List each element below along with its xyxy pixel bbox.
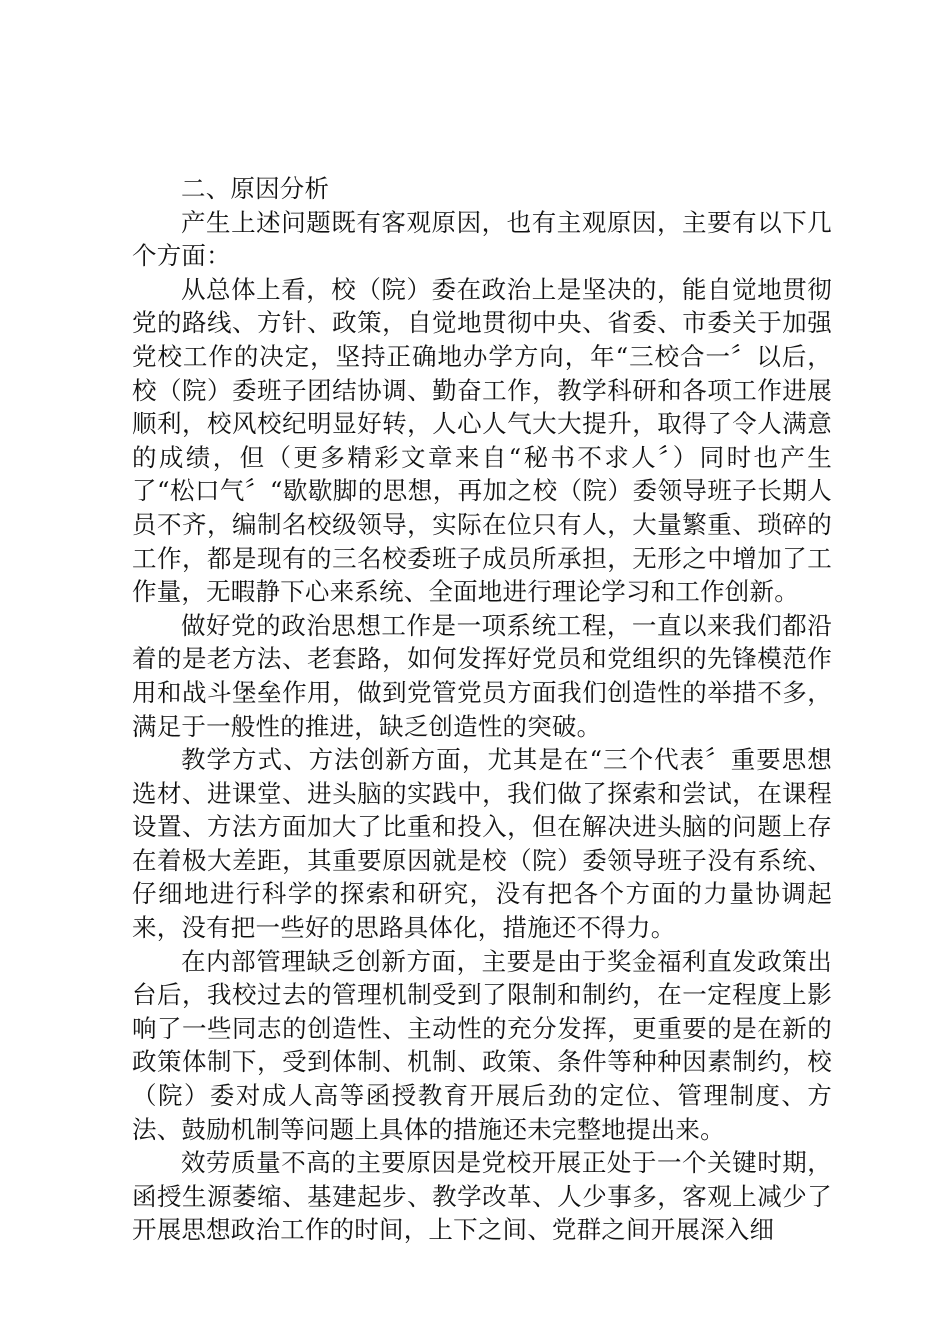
document-body [132,172,832,1247]
section-heading: 二、原因分析 [181,174,330,203]
paragraph-2: 从总体上看，校（院）委在政治上是坚决的，能自觉地贯彻党的路线、方针、政策，自觉地贯彻中央、省委、市委关于加强党校工作的决定，坚持正确地办学方向，年“三校合一〞以后，校（院）委班子团结协调、勤奋工作，教学科研和各项工作进展顺利，校风校纪明显好转，人心人气大大提升，取得了令人满意的成绩，但（更多精彩文章来自“秘书不求人〞）同时也产生了“松口气〞“歇歇脚的思想，再加之校（院）委领导班子长期人员不齐，编制名校级领导，实际在位只有人，大量繁重、琐碎的工作，都是现有的三名校委班子成员所承担，无形之中增加了工作量，无暇静下心来系统、全面地进行理论学习和工作创新。 [132,274,832,607]
paragraph-5: 在内部管理缺乏创新方面，主要是由于奖金福利直发政策出台后，我校过去的管理机制受到了限制和制约，在一定程度上影响了一些同志的创造性、主动性的充分发挥，更重要的是在新的政策体制下，受到体制、机制、政策、条件等种种因素制约，校（院）委对成人高等函授教育开展后劲的定位、管理制度、方法、鼓励机制等问题上具体的措施还未完整地提出来。 [132,946,832,1144]
paragraph-4: 教学方式、方法创新方面，尤其是在“三个代表〞重要思想选材、进课堂、进头脑的实践中，我们做了探索和尝试，在课程设置、方法方面加大了比重和投入，但在解决进头脑的问题上存在着极大差距，其重要原因就是校（院）委领导班子没有系统、仔细地进行科学的探索和研究，没有把各个方面的力量协调起来，没有把一些好的思路具体化，措施还不得力。 [132,745,832,943]
paragraph-1: 产生上述问题既有客观原因，也有主观原因，主要有以下几个方面： [132,207,832,271]
paragraph-6: 效劳质量不高的主要原因是党校开展正处于一个关键时期，函授生源萎缩、基建起步、教学改革、人少事多，客观上减少了开展思想政治工作的时间，上下之间、党群之间开展深入细 [132,1148,832,1245]
paragraph-3: 做好党的政治思想工作是一项系统工程，一直以来我们都沿着的是老方法、老套路，如何发挥好党员和党组织的先锋模范作用和战斗堡垒作用，做到党管党员方面我们创造性的举措不多，满足于一般性的推进，缺乏创造性的突破。 [132,610,832,741]
